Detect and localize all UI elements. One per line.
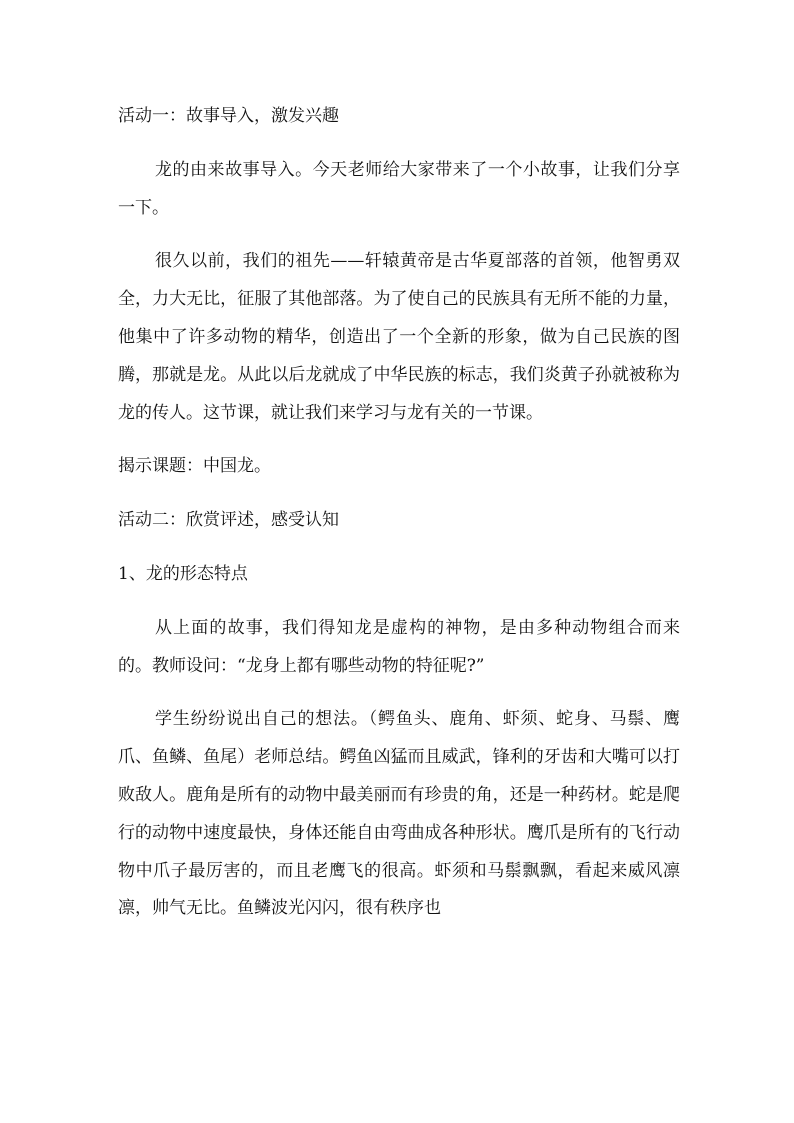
document-body [118, 98, 680, 944]
subheading-dragon-form: 1、龙的形态特点 [118, 563, 248, 584]
topic-reveal: 揭示课题：中国龙。 [118, 456, 271, 477]
paragraph-teacher-question: 从上面的故事，我们得知龙是虚构的神物，是由多种动物组合而来的。教师设问：“龙身上都有哪些动物的特征呢?” [118, 617, 680, 676]
heading-activity-one: 活动一：故事导入，激发兴趣 [118, 106, 339, 126]
paragraph-story: 很久以前，我们的祖先——轩辕黄帝是古华夏部落的首领，他智勇双全，力大无比，征服了其他部落。为了使自己的民族具有无所不能的力量，他集中了许多动物的精华，创造出了一个全新的形象，做为自己民族的图腾，那就是龙。从此以后龙就成了中华民族的标志，我们炎黄子孙就被称为龙的传人。这节课，就让我们来学习与龙有关的一节课。 [118, 251, 680, 423]
paragraph-student-answers: 学生纷纷说出自己的想法。（鳄鱼头、鹿角、虾须、蛇身、马鬃、鹰爪、鱼鳞、鱼尾）老师总结。鳄鱼凶猛而且威武，锋利的牙齿和大嘴可以打败敌人。鹿角是所有的动物中最美丽而有珍贵的角，还是一种药材。蛇是爬行的动物中速度最快，身体还能自由弯曲成各种形状。鹰爪是所有的飞行动物中爪子最厉害的，而且老鹰飞的很高。虾须和马鬃飘飘，看起来威风凛凛，帅气无比。鱼鳞波光闪闪，很有秩序也 [118, 709, 680, 919]
heading-activity-two: 活动二：欣赏评述，感受认知 [118, 510, 339, 531]
paragraph-intro: 龙的由来故事导入。今天老师给大家带来了一个小故事，让我们分享一下。 [118, 159, 680, 218]
